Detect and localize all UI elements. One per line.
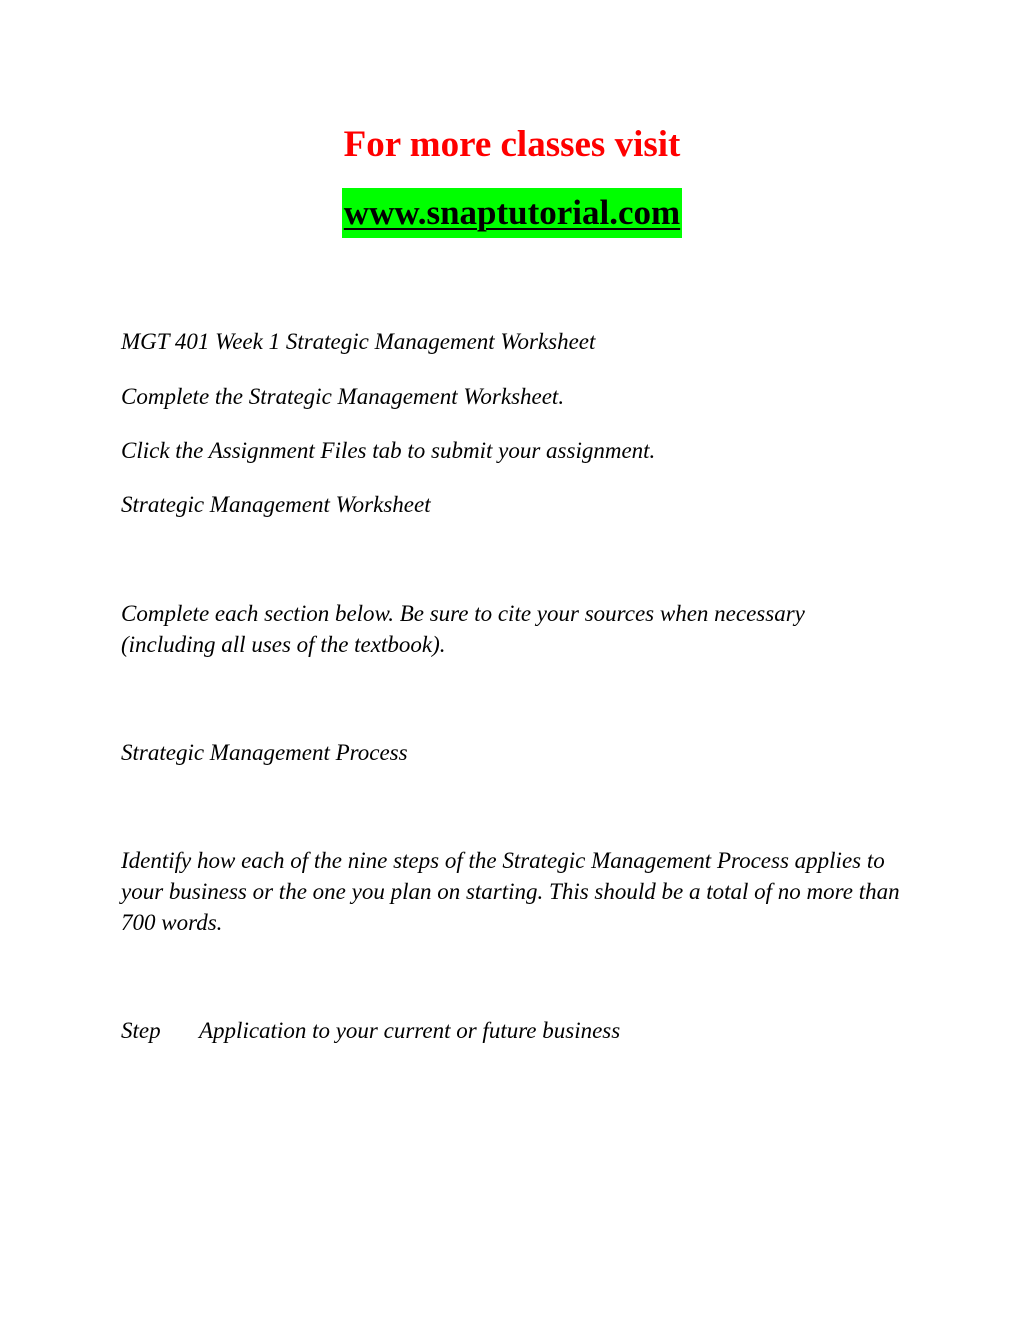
- section-instructions: Complete each section below. Be sure to cite your sources when necessary (including all uses of the textbook).: [121, 601, 805, 657]
- table-header-row: [121, 1015, 620, 1046]
- promo-title: For more classes visit: [343, 124, 681, 165]
- table-header-step: Step: [121, 1018, 161, 1043]
- section-heading: Strategic Management Process: [121, 740, 408, 765]
- instruction-submit-assignment: Click the Assignment Files tab to submit your assignment.: [121, 438, 656, 463]
- worksheet-title: Strategic Management Worksheet: [121, 492, 431, 517]
- snaptutorial-link[interactable]: www.snaptutorial.com: [342, 188, 682, 238]
- table-header-application: Application to your current or future business: [199, 1018, 621, 1043]
- task-description: Identify how each of the nine steps of the Strategic Management Process applies to your business or the one you plan on starting. This should be a total of no more than 700 words.: [121, 848, 900, 935]
- promo-link-container: [0, 188, 1024, 238]
- course-heading: MGT 401 Week 1 Strategic Management Worksheet: [121, 329, 596, 354]
- instruction-complete-worksheet: Complete the Strategic Management Worksheet.: [121, 384, 565, 409]
